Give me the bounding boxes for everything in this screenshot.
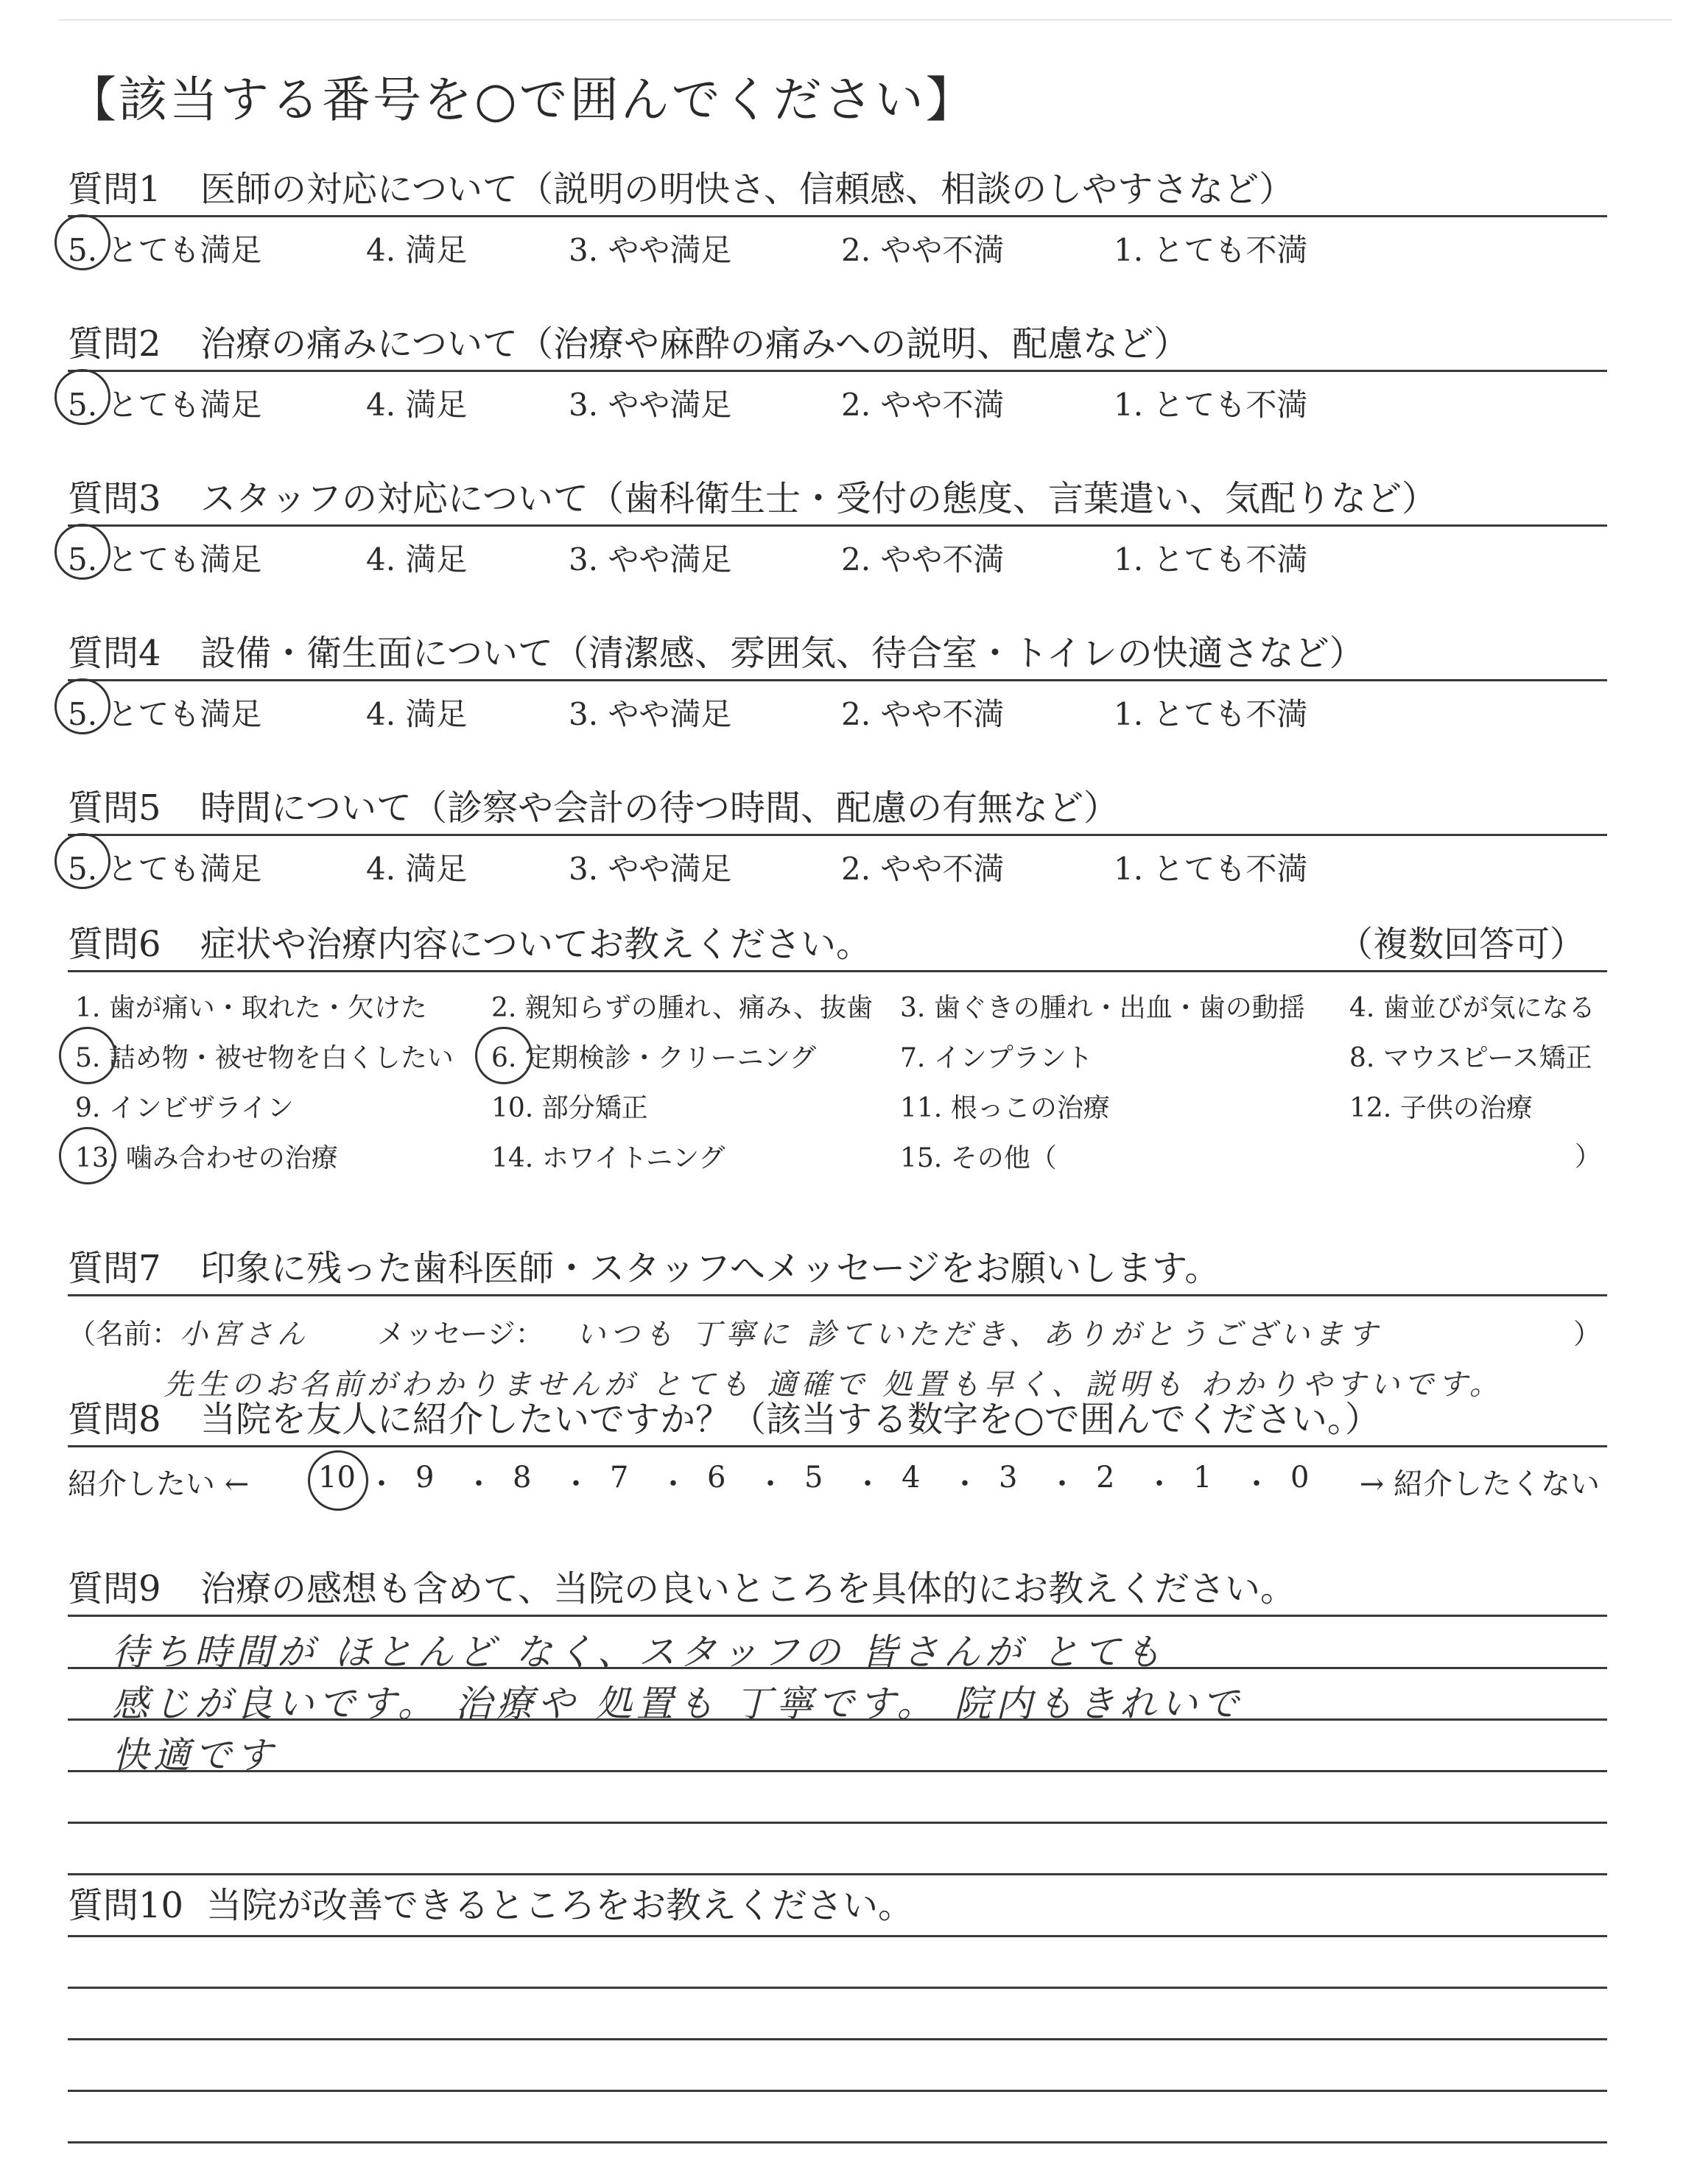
name-field [68,1311,309,1352]
question-text: 当院が改善できるところをお教えください。 [206,1885,914,1926]
question-6 [68,913,1607,1186]
rating-option[interactable]: 3. やや満足 [569,541,732,577]
symptom-option[interactable]: 6. 定期検診・クリーニング [491,1043,817,1073]
message-line-2: 先生のお名前がわかりませんが とても 適確で 処置も早く、説明も わかりやすいです。 [164,1368,1503,1402]
selection-circle [55,524,110,580]
symptom-option[interactable]: 15. その他（ [900,1143,1057,1173]
rating-option[interactable]: 5. とても満足 [68,232,262,268]
rating-option[interactable]: 4. 満足 [366,696,468,732]
improvement-answer-area[interactable] [68,1934,1607,2184]
writing-line [68,1822,1607,1824]
handwritten-answer-line: 待ち時間が ほとんど なく、スタッフの 皆さんが とても [112,1631,1166,1674]
selection-circle [55,369,110,425]
rating-options [68,836,1607,887]
rating-option[interactable]: 1. とても不満 [1114,541,1308,577]
question-text: 医師の対応について（説明の明快さ、信頼感、相談のしやすさなど） [200,169,1295,210]
scale-right-label: → 紹介したくない [1359,1467,1600,1501]
selection-circle [55,678,110,734]
symptom-option[interactable]: 8. マウスピース矯正 [1349,1043,1592,1073]
question-label: 質問6 [68,924,161,965]
scale-value[interactable]: 2 [1096,1461,1115,1495]
question-label: 質問9 [68,1568,161,1609]
question-text: 時間について（診察や会計の待つ時間、配慮の有無など） [200,787,1120,829]
rating-option[interactable]: 1. とても不満 [1114,696,1308,732]
rating-option[interactable]: 2. やや不満 [841,541,1005,577]
selection-circle [59,1127,116,1184]
question-text: 症状や治療内容についてお教えください。 [200,924,872,965]
symptom-option[interactable]: 3. 歯ぐきの腫れ・出血・歯の動揺 [900,993,1305,1023]
rating-options [68,681,1607,732]
question-text: 印象に残った歯科医師・スタッフへメッセージをお願いします。 [200,1248,1220,1289]
scale-value[interactable]: 6 [707,1461,726,1495]
scale-dot: ・ [658,1467,688,1501]
writing-line [68,2090,1607,2092]
rating-options [68,372,1607,423]
page-title: 【該当する番号を○で囲んでください】 [68,71,977,128]
multiple-answers-note: （複数回答可） [1337,924,1585,965]
rating-option[interactable]: 5. とても満足 [68,387,262,423]
symptom-option[interactable]: 12. 子供の治療 [1349,1093,1533,1123]
symptom-options [68,972,1607,1186]
question-label: 質問10 [68,1885,184,1926]
question-9 [68,1558,1607,1926]
question-5 [68,777,1607,887]
writing-line [68,1935,1607,1937]
writing-line [68,1987,1607,1989]
rating-option[interactable]: 3. やや満足 [569,851,732,887]
question-label: 質問5 [68,787,161,829]
scale-dot: ・ [1242,1467,1271,1501]
rating-option[interactable]: 2. やや不満 [841,387,1005,423]
name-value: 小宮さん [180,1318,310,1350]
question-1 [68,158,1607,268]
question-text: 治療の痛みについて（治療や麻酔の痛みへの説明、配慮など） [200,323,1190,365]
rating-option[interactable]: 5. とても満足 [68,696,262,732]
question-label: 質問1 [68,169,161,210]
scale-left-label: 紹介したい ← [68,1467,250,1501]
question-10 [68,1875,1607,2184]
message-label: メッセージ： [377,1318,544,1350]
top-edge-line [59,19,1672,21]
symptom-option[interactable]: 10. 部分矯正 [491,1093,648,1123]
rating-option[interactable]: 5. とても満足 [68,851,262,887]
symptom-option[interactable]: 2. 親知らずの腫れ、痛み、抜歯 [491,993,874,1023]
scale-value[interactable]: 5 [804,1461,823,1495]
rating-option[interactable]: 2. やや不満 [841,851,1005,887]
rating-option[interactable]: 1. とても不満 [1114,851,1308,887]
selection-circle [55,833,110,889]
question-label: 質問2 [68,323,161,365]
scale-value[interactable]: 1 [1193,1461,1212,1495]
question-label: 質問3 [68,478,161,519]
scale-value[interactable]: 3 [999,1461,1018,1495]
message-line-1: いつも 丁寧に 診ていただき、ありがとうございます [576,1318,1382,1352]
rating-option[interactable]: 4. 満足 [366,232,468,268]
symptom-option[interactable]: 13. 噛み合わせの治療 [75,1143,338,1173]
rating-option[interactable]: 1. とても不満 [1114,232,1308,268]
rating-option[interactable]: 5. とても満足 [68,541,262,577]
scale-dot: ・ [853,1467,882,1501]
question-text: 設備・衛生面について（清潔感、雰囲気、待合室・トイレの快適さなど） [200,633,1365,674]
symptom-option[interactable]: 4. 歯並びが気になる [1349,993,1595,1023]
scale-dot: ・ [367,1467,396,1501]
symptom-option[interactable]: 1. 歯が痛い・取れた・欠けた [75,993,427,1023]
scale-value[interactable]: 10 [318,1461,356,1495]
question-8 [68,1388,1607,1506]
selection-circle [59,1027,116,1084]
scale-dot: ・ [1047,1467,1077,1501]
scale-dot: ・ [756,1467,785,1501]
scale-value[interactable]: 9 [415,1461,435,1495]
handwritten-answer-line: 快適です [112,1734,277,1777]
question-text: 当院を友人に紹介したいですか？（該当する数字を○で囲んでください。） [200,1399,1380,1440]
rating-option[interactable]: 2. やや不満 [841,232,1005,268]
writing-line [68,2038,1607,2040]
rating-option[interactable]: 4. 満足 [366,541,468,577]
scale-dot: ・ [1145,1467,1174,1501]
scale-value[interactable]: 4 [902,1461,921,1495]
rating-option[interactable]: 2. やや不満 [841,696,1005,732]
symptom-option[interactable]: 14. ホワイトニング [491,1143,725,1173]
handwritten-answer-line: 感じが良いです。 治療や 処置も 丁寧です。 院内もきれいで [112,1682,1243,1725]
scale-value[interactable]: 0 [1290,1461,1310,1495]
message-closing-paren: ） [1573,1318,1601,1350]
symptom-option[interactable]: 9. インビザライン [75,1093,294,1123]
symptom-option[interactable]: 7. インプラント [900,1043,1093,1073]
scale-dot: ・ [561,1467,591,1501]
recommend-scale [68,1447,1607,1506]
scale-value[interactable]: 7 [610,1461,629,1495]
scale-dot: ・ [464,1467,493,1501]
other-closing-paren: ） [1574,1142,1601,1172]
selection-circle [308,1450,368,1511]
name-label: （名前： [68,1318,180,1350]
symptom-option[interactable]: 11. 根っこの治療 [900,1093,1110,1123]
rating-option[interactable]: 4. 満足 [366,851,468,887]
writing-line [68,2141,1607,2143]
question-4 [68,622,1607,732]
writing-line [68,1770,1607,1772]
question-text: 治療の感想も含めて、当院の良いところを具体的にお教えください。 [200,1568,1296,1609]
question-label: 質問4 [68,633,161,674]
selection-circle [475,1027,533,1084]
rating-options [68,527,1607,577]
question-text: スタッフの対応について（歯科衛生士・受付の態度、言葉遣い、気配りなど） [200,478,1438,519]
rating-options [68,217,1607,268]
rating-option[interactable]: 3. やや満足 [569,232,732,268]
rating-option[interactable]: 3. やや満足 [569,387,732,423]
question-7 [68,1237,1607,1407]
question-2 [68,313,1607,423]
rating-option[interactable]: 1. とても不満 [1114,387,1308,423]
rating-option[interactable]: 3. やや満足 [569,696,732,732]
rating-option[interactable]: 4. 満足 [366,387,468,423]
question-label: 質問8 [68,1399,161,1440]
symptom-option[interactable]: 5. 詰め物・被せ物を白くしたい [75,1043,454,1073]
scale-dot: ・ [950,1467,980,1501]
question-label: 質問7 [68,1248,161,1289]
question-3 [68,468,1607,577]
scale-value[interactable]: 8 [513,1461,532,1495]
selection-circle [55,214,110,270]
